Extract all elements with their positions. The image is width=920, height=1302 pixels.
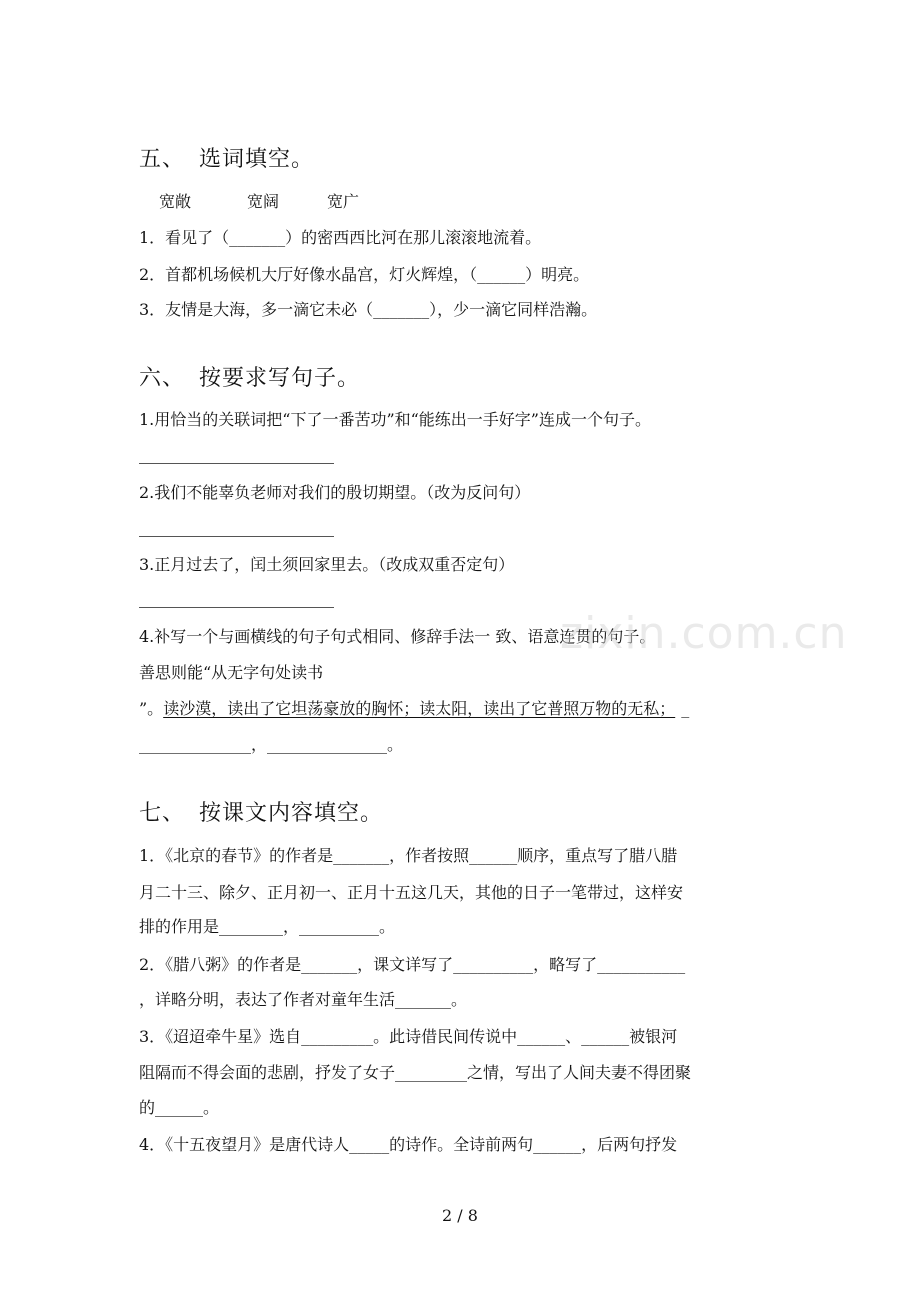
section-7-line-5: ，详略分明，表达了作者对童年生活_______。 [139,990,468,1009]
word-option-2: 宽阔 [247,192,280,211]
watermark-logo: zixin.com.cn [560,608,848,659]
answer-line-1[interactable] [139,463,334,464]
section-5-number: 五、 [139,147,186,172]
section-6-heading [139,365,360,393]
section-7-line-3: 排的作用是________，__________。 [139,917,396,936]
section-7-line-2: 月二十三、除夕、正月初一、正月十五这几天，其他的日子一笔带过，这样安 [139,883,684,902]
section-7-line-7: 阻隔而不得会面的悲剧，抒发了女子_________之情，写出了人间夫妻不得团聚 [139,1063,692,1082]
section-7-number: 七、 [139,801,186,826]
section-6-question-4-example [139,699,689,719]
word-option-1: 宽敞 [159,192,192,211]
section-5-title: 选词填空。 [199,147,315,172]
section-5-question-3: 3．友情是大海，多一滴它未必（_______），少一滴它同样浩瀚。 [139,300,598,319]
section-6-question-1: 1.用恰当的关联词把“下了一番苦功”和“能练出一手好字”连成一个句子。 [139,410,651,429]
section-7-title: 按课文内容填空。 [199,801,384,826]
section-7-heading [139,800,383,828]
word-option-3: 宽广 [327,192,360,211]
section-6-question-3: 3.正月过去了，闰土须回家里去。（改成双重否定句） [139,555,515,574]
section-5-question-1: 1．看见了（_______）的密西西比河在那儿滚滚地流着。 [139,228,542,247]
blank-start: _ [681,699,690,718]
section-6-question-4-blanks: ______________，_______________。 [139,735,404,754]
quote-close: ”。 [139,699,164,718]
section-6-title: 按要求写句子。 [199,366,361,391]
section-5-heading [139,146,314,174]
section-7-line-6: 3．《迢迢牵牛星》选自_________。此诗借民间传说中______、______被银河 [139,1027,678,1046]
word-bank [159,192,415,212]
section-6-question-4: 4.补写一个与画横线的句子句式相同、修辞手法一 致、语意连贯的句子。 [139,627,656,646]
section-5-question-2: 2．首都机场候机大厅好像水晶宫，灯火辉煌，（______）明亮。 [139,265,590,284]
page-number: 2 / 8 [442,1206,478,1225]
answer-line-2[interactable] [139,536,334,537]
section-7-line-4: 2．《腊八粥》的作者是_______，课文详写了__________，略写了___________ [139,955,686,974]
underlined-sentence: 读沙漠，读出了它坦荡豪放的胸怀；读太阳，读出了它普照万物的无私； [163,699,676,718]
section-6-question-4-quote: 善思则能“从无字句处读书 [139,663,324,682]
answer-line-3[interactable] [139,607,334,608]
section-7-line-1: 1．《北京的春节》的作者是_______，作者按照______顺序，重点写了腊八腊 [139,846,678,865]
section-6-question-2: 2.我们不能辜负老师对我们的殷切期望。（改为反问句） [139,483,531,502]
section-6-number: 六、 [139,366,186,391]
section-7-line-8: 的______。 [139,1098,220,1117]
section-7-line-9: 4．《十五夜望月》是唐代诗人_____的诗作。全诗前两句______，后两句抒发 [139,1135,678,1154]
